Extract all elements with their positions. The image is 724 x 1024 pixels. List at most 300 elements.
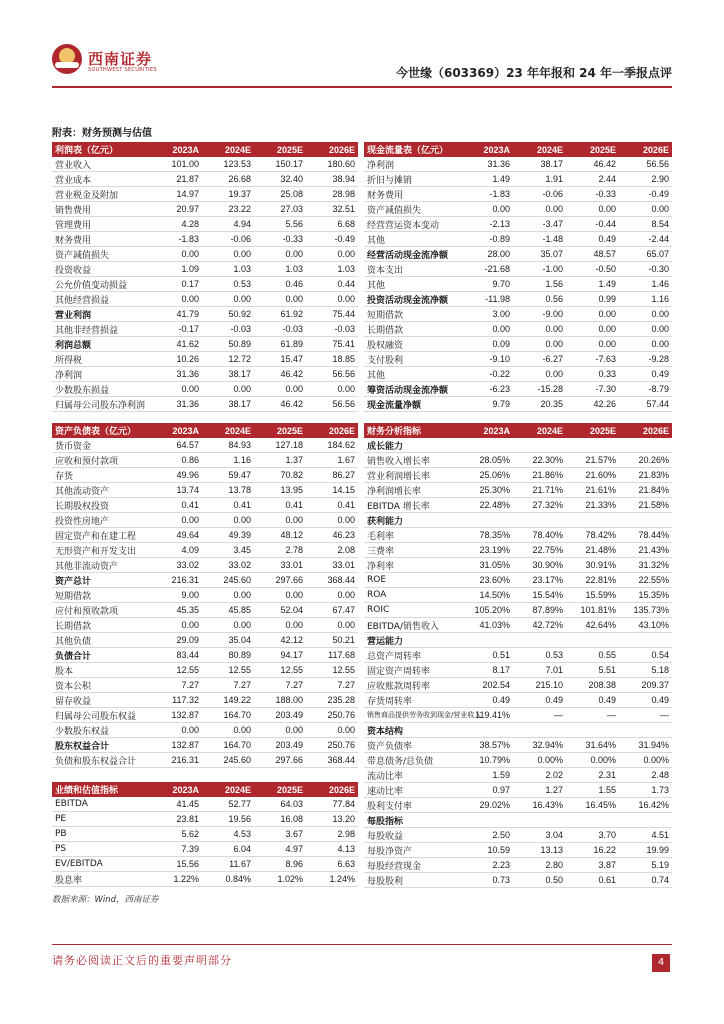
row-label: 三费率 — [364, 543, 460, 558]
cell-value: 1.59 — [460, 768, 513, 783]
cell-value: 78.40% — [513, 528, 566, 543]
row-label: 销售商品提供劳务收到现金/营业收入 — [364, 708, 460, 723]
cell-value: 33.01 — [254, 558, 306, 573]
row-label: 负债合计 — [52, 648, 150, 663]
cell-value: 0.53 — [202, 277, 254, 292]
cell-value: 46.42 — [566, 157, 619, 172]
cell-value: 0.73 — [460, 873, 513, 888]
cell-value: 21.61% — [566, 483, 619, 498]
cell-value: 21.33% — [566, 498, 619, 513]
row-label: 获利能力 — [364, 513, 460, 528]
table-row — [364, 337, 672, 352]
table-title: 现金流量表（亿元） — [364, 142, 460, 157]
cell-value: 23.19% — [460, 543, 513, 558]
row-label: 资产减值损失 — [364, 202, 460, 217]
cell-value: 12.55 — [150, 663, 202, 678]
cell-value: 101.00 — [150, 157, 202, 172]
cell-value: 23.17% — [513, 573, 566, 588]
year-header: 2024E — [202, 142, 254, 157]
cell-value: 23.22 — [202, 202, 254, 217]
cell-value: -0.33 — [566, 187, 619, 202]
row-label: 其他负债 — [52, 633, 150, 648]
cell-value: 245.60 — [202, 573, 254, 588]
cell-value: — — [566, 708, 619, 723]
table-row — [364, 723, 672, 738]
cell-value: 33.01 — [306, 558, 358, 573]
cell-value: 0.00 — [150, 723, 202, 738]
cell-value: 0.00 — [566, 322, 619, 337]
cell-value: 19.56 — [202, 812, 254, 827]
cell-value: 0.00 — [150, 382, 202, 397]
cell-value: 1.55 — [566, 783, 619, 798]
cell-value: 1.03 — [254, 262, 306, 277]
cell-value: -0.49 — [619, 187, 672, 202]
cell-value: 0.00 — [254, 382, 306, 397]
cell-value: 25.08 — [254, 187, 306, 202]
row-label: 经营营运资本变动 — [364, 217, 460, 232]
cell-value: 1.56 — [513, 277, 566, 292]
cell-value: 38.17 — [202, 367, 254, 382]
cell-value: 0.97 — [460, 783, 513, 798]
cell-value: 164.70 — [202, 708, 254, 723]
cell-value: 0.00 — [254, 618, 306, 633]
cell-value: 209.37 — [619, 678, 672, 693]
cell-value: 215.10 — [513, 678, 566, 693]
cell-value — [460, 813, 513, 828]
table-row — [52, 438, 358, 453]
cell-value: 1.16 — [619, 292, 672, 307]
cell-value: 6.04 — [202, 842, 254, 857]
cell-value — [460, 723, 513, 738]
row-label: 股息率 — [52, 872, 150, 887]
cell-value: 25.30% — [460, 483, 513, 498]
cell-value: 41.45 — [150, 797, 202, 812]
cell-value: 21.43% — [619, 543, 672, 558]
cell-value: 0.33 — [566, 367, 619, 382]
cell-value — [566, 513, 619, 528]
row-label: 长期股权投资 — [52, 498, 150, 513]
cell-value: -9.10 — [460, 352, 513, 367]
cell-value: 77.84 — [306, 797, 358, 812]
cell-value: 0.00% — [513, 753, 566, 768]
row-label: 资产负债率 — [364, 738, 460, 753]
cell-value: 42.72% — [513, 618, 566, 633]
year-header: 2024E — [202, 782, 254, 797]
cell-value: 0.00 — [566, 202, 619, 217]
cell-value: 0.00 — [513, 367, 566, 382]
cell-value: 10.79% — [460, 753, 513, 768]
cell-value: 30.90% — [513, 558, 566, 573]
cell-value: 0.51 — [460, 648, 513, 663]
cell-value: 31.05% — [460, 558, 513, 573]
cell-value: 31.64% — [566, 738, 619, 753]
table-row — [52, 498, 358, 513]
cell-value: 1.16 — [202, 453, 254, 468]
cell-value: 2.31 — [566, 768, 619, 783]
cell-value: 7.27 — [202, 678, 254, 693]
cell-value — [460, 633, 513, 648]
row-label: 销售收入增长率 — [364, 453, 460, 468]
cell-value: 0.00 — [619, 322, 672, 337]
cell-value: 0.41 — [254, 498, 306, 513]
cell-value: 0.50 — [513, 873, 566, 888]
row-label: 营业成本 — [52, 172, 150, 187]
cell-value: 21.86% — [513, 468, 566, 483]
cell-value: 0.00 — [306, 618, 358, 633]
cell-value: 20.26% — [619, 453, 672, 468]
row-label: 投资收益 — [52, 262, 150, 277]
cell-value: -1.48 — [513, 232, 566, 247]
cell-value — [619, 633, 672, 648]
table-row — [364, 277, 672, 292]
cell-value: 0.00 — [619, 202, 672, 217]
cell-value: 0.00 — [202, 513, 254, 528]
cell-value: 15.56 — [150, 857, 202, 872]
table-header-row — [52, 142, 358, 157]
cell-value: 9.00 — [150, 588, 202, 603]
cell-value — [619, 723, 672, 738]
cell-value: 21.58% — [619, 498, 672, 513]
cell-value: 8.17 — [460, 663, 513, 678]
row-label: 毛利率 — [364, 528, 460, 543]
cell-value — [619, 438, 672, 453]
cell-value: 188.00 — [254, 693, 306, 708]
cell-value: — — [513, 708, 566, 723]
cell-value: — — [619, 708, 672, 723]
row-label: 每股收益 — [364, 828, 460, 843]
row-label: 速动比率 — [364, 783, 460, 798]
cell-value: -9.00 — [513, 307, 566, 322]
table-row — [52, 528, 358, 543]
cell-value: -0.22 — [460, 367, 513, 382]
cell-value: 4.13 — [306, 842, 358, 857]
row-label: 其他 — [364, 367, 460, 382]
cell-value: 13.78 — [202, 483, 254, 498]
row-label: 折旧与摊销 — [364, 172, 460, 187]
table-row — [364, 202, 672, 217]
cell-value: 0.41 — [306, 498, 358, 513]
company-logo-icon — [52, 44, 82, 74]
cell-value: 0.00 — [460, 202, 513, 217]
cell-value: 0.00 — [460, 322, 513, 337]
table-row — [364, 828, 672, 843]
table-row — [364, 438, 672, 453]
cell-value: 5.56 — [254, 217, 306, 232]
row-label: EBITDA — [52, 797, 150, 812]
cell-value — [513, 438, 566, 453]
cell-value: 0.00 — [306, 247, 358, 262]
cell-value: 9.79 — [460, 397, 513, 412]
table-header-row — [52, 782, 358, 797]
row-label: 每股净资产 — [364, 843, 460, 858]
cell-value: -6.27 — [513, 352, 566, 367]
cell-value: 216.31 — [150, 753, 202, 768]
cell-value: 12.55 — [202, 663, 254, 678]
row-label: ROE — [364, 573, 460, 588]
cell-value: 1.91 — [513, 172, 566, 187]
cell-value: 117.32 — [150, 693, 202, 708]
row-label: 每股指标 — [364, 813, 460, 828]
cell-value: 5.18 — [619, 663, 672, 678]
cashflow-statement-table — [364, 142, 672, 412]
cell-value: 21.83% — [619, 468, 672, 483]
table-row — [52, 513, 358, 528]
table-row — [52, 603, 358, 618]
cell-value: 13.20 — [306, 812, 358, 827]
cell-value: 42.64% — [566, 618, 619, 633]
row-label: 股东权益合计 — [52, 738, 150, 753]
cell-value: -7.63 — [566, 352, 619, 367]
cell-value: 0.00 — [150, 513, 202, 528]
table-row — [52, 247, 358, 262]
table-row — [364, 513, 672, 528]
cell-value: 28.00 — [460, 247, 513, 262]
cell-value: 0.49 — [513, 693, 566, 708]
table-row — [52, 693, 358, 708]
cell-value: 132.87 — [150, 708, 202, 723]
cell-value: 11.67 — [202, 857, 254, 872]
cell-value: 16.43% — [513, 798, 566, 813]
table-header-row — [52, 423, 358, 438]
row-label: 利润总额 — [52, 337, 150, 352]
cell-value: 101.81% — [566, 603, 619, 618]
cell-value: -0.03 — [306, 322, 358, 337]
table-row — [52, 292, 358, 307]
row-label: 经营活动现金流净额 — [364, 247, 460, 262]
cell-value: 59.47 — [202, 468, 254, 483]
cell-value: 50.92 — [202, 307, 254, 322]
cell-value: 4.51 — [619, 828, 672, 843]
cell-value: 368.44 — [306, 573, 358, 588]
table-row — [52, 812, 358, 827]
row-label: ROA — [364, 588, 460, 603]
page-header — [52, 38, 672, 86]
row-label: 总资产周转率 — [364, 648, 460, 663]
table-row — [364, 382, 672, 397]
row-label: 归属母公司股东权益 — [52, 708, 150, 723]
table-row — [52, 367, 358, 382]
cell-value: 0.00 — [306, 723, 358, 738]
cell-value: -0.33 — [254, 232, 306, 247]
table-row — [52, 352, 358, 367]
table-row — [364, 543, 672, 558]
cell-value: -2.13 — [460, 217, 513, 232]
cell-value: 13.13 — [513, 843, 566, 858]
cell-value: 38.17 — [202, 397, 254, 412]
table-row — [364, 483, 672, 498]
cell-value — [513, 723, 566, 738]
cell-value: 21.71% — [513, 483, 566, 498]
row-label: 营业税金及附加 — [52, 187, 150, 202]
cell-value: 25.06% — [460, 468, 513, 483]
cell-value: 0.00 — [202, 723, 254, 738]
table-row — [364, 528, 672, 543]
cell-value: 1.49 — [566, 277, 619, 292]
row-label: 应付和预收款项 — [52, 603, 150, 618]
cell-value: 61.92 — [254, 307, 306, 322]
cell-value: 20.97 — [150, 202, 202, 217]
row-label: 负债和股东权益合计 — [52, 753, 150, 768]
table-row — [52, 573, 358, 588]
row-label: 成长能力 — [364, 438, 460, 453]
data-source-note: 数据来源：Wind，西南证券 — [52, 895, 159, 905]
cell-value: 27.32% — [513, 498, 566, 513]
cell-value: 0.00 — [254, 723, 306, 738]
cell-value: -9.28 — [619, 352, 672, 367]
cell-value: 2.78 — [254, 543, 306, 558]
cell-value: 29.02% — [460, 798, 513, 813]
cell-value: 0.00 — [202, 618, 254, 633]
cell-value: 0.00 — [513, 337, 566, 352]
row-label: 长期借款 — [364, 322, 460, 337]
table-title: 利润表（亿元） — [52, 142, 150, 157]
table-row — [364, 663, 672, 678]
cell-value: 84.93 — [202, 438, 254, 453]
table-row — [364, 397, 672, 412]
cell-value: 117.68 — [306, 648, 358, 663]
cell-value: 0.84% — [202, 872, 254, 887]
table-row — [364, 217, 672, 232]
row-label: EBITDA/销售收入 — [364, 618, 460, 633]
row-label: 固定资产和在建工程 — [52, 528, 150, 543]
cell-value: 0.56 — [513, 292, 566, 307]
year-header: 2026E — [306, 142, 358, 157]
cell-value: 208.38 — [566, 678, 619, 693]
cell-value: -1.83 — [150, 232, 202, 247]
cell-value: 132.87 — [150, 738, 202, 753]
row-label: 筹资活动现金流净额 — [364, 382, 460, 397]
cell-value: 0.00 — [306, 588, 358, 603]
cell-value: 12.55 — [254, 663, 306, 678]
cell-value: 41.62 — [150, 337, 202, 352]
cell-value: 0.00 — [254, 513, 306, 528]
cell-value: 31.94% — [619, 738, 672, 753]
valuation-table — [52, 782, 358, 887]
cell-value: 0.49 — [619, 367, 672, 382]
row-label: 所得税 — [52, 352, 150, 367]
cell-value: 52.04 — [254, 603, 306, 618]
cell-value: 43.10% — [619, 618, 672, 633]
cell-value: 1.02% — [254, 872, 306, 887]
cell-value: 42.12 — [254, 633, 306, 648]
cell-value — [566, 438, 619, 453]
cell-value: 4.97 — [254, 842, 306, 857]
row-label: 存货 — [52, 468, 150, 483]
cell-value: 3.00 — [460, 307, 513, 322]
year-header: 2025E — [566, 142, 619, 157]
row-label: 短期借款 — [364, 307, 460, 322]
cell-value: 0.00 — [306, 513, 358, 528]
row-label: 留存收益 — [52, 693, 150, 708]
year-header: 2023A — [460, 142, 513, 157]
cell-value: 14.50% — [460, 588, 513, 603]
row-label: 流动比率 — [364, 768, 460, 783]
table-row — [52, 558, 358, 573]
cell-value: 14.15 — [306, 483, 358, 498]
footer-divider — [52, 944, 672, 945]
cell-value: 4.28 — [150, 217, 202, 232]
cell-value: 0.00 — [513, 202, 566, 217]
cell-value: 235.28 — [306, 693, 358, 708]
cell-value: 56.56 — [306, 397, 358, 412]
cell-value: -0.44 — [566, 217, 619, 232]
cell-value: 46.23 — [306, 528, 358, 543]
cell-value: 21.60% — [566, 468, 619, 483]
table-title: 资产负债表（亿元） — [52, 423, 150, 438]
cell-value: 28.98 — [306, 187, 358, 202]
row-label: 股利支付率 — [364, 798, 460, 813]
cell-value: -0.89 — [460, 232, 513, 247]
cell-value: 0.00 — [513, 322, 566, 337]
row-label: 营运能力 — [364, 633, 460, 648]
cell-value: 38.57% — [460, 738, 513, 753]
table-row — [364, 738, 672, 753]
cell-value: 9.70 — [460, 277, 513, 292]
cell-value: 29.09 — [150, 633, 202, 648]
cell-value: 3.45 — [202, 543, 254, 558]
cell-value: 15.35% — [619, 588, 672, 603]
cell-value: 0.86 — [150, 453, 202, 468]
row-label: 应收和预付款项 — [52, 453, 150, 468]
cell-value: 32.51 — [306, 202, 358, 217]
cell-value: 14.97 — [150, 187, 202, 202]
year-header: 2023A — [150, 782, 202, 797]
cell-value: 0.61 — [566, 873, 619, 888]
cell-value: 0.49 — [566, 232, 619, 247]
cell-value: 0.17 — [150, 277, 202, 292]
table-row — [364, 453, 672, 468]
cell-value: 2.48 — [619, 768, 672, 783]
table-title: 财务分析指标 — [364, 423, 460, 438]
cell-value: 0.00 — [150, 247, 202, 262]
cell-value — [513, 513, 566, 528]
cell-value: 18.85 — [306, 352, 358, 367]
row-label: 投资活动现金流净额 — [364, 292, 460, 307]
cell-value: 19.37 — [202, 187, 254, 202]
cell-value: 46.42 — [254, 367, 306, 382]
cell-value: 0.54 — [619, 648, 672, 663]
table-row — [364, 813, 672, 828]
cell-value: 32.40 — [254, 172, 306, 187]
cell-value: 1.24% — [306, 872, 358, 887]
row-label: EBITDA 增长率 — [364, 498, 460, 513]
table-row — [52, 633, 358, 648]
row-label: EV/EBITDA — [52, 857, 150, 872]
table-row — [52, 232, 358, 247]
cell-value: 15.54% — [513, 588, 566, 603]
cell-value: 49.96 — [150, 468, 202, 483]
cell-value: 35.07 — [513, 247, 566, 262]
row-label: 少数股东损益 — [52, 382, 150, 397]
cell-value — [460, 513, 513, 528]
cell-value: -15.28 — [513, 382, 566, 397]
cell-value: 20.35 — [513, 397, 566, 412]
table-row — [364, 693, 672, 708]
cell-value: 48.57 — [566, 247, 619, 262]
cell-value: 32.94% — [513, 738, 566, 753]
table-header-row — [364, 142, 672, 157]
cell-value: -0.17 — [150, 322, 202, 337]
cell-value: 21.57% — [566, 453, 619, 468]
cell-value: 0.53 — [513, 648, 566, 663]
cell-value: 27.03 — [254, 202, 306, 217]
cell-value — [566, 813, 619, 828]
cell-value: 75.44 — [306, 307, 358, 322]
row-label: 股本 — [52, 663, 150, 678]
cell-value: -1.83 — [460, 187, 513, 202]
appendix-title: 附表：财务预测与估值 — [52, 128, 152, 139]
year-header: 2026E — [619, 423, 672, 438]
